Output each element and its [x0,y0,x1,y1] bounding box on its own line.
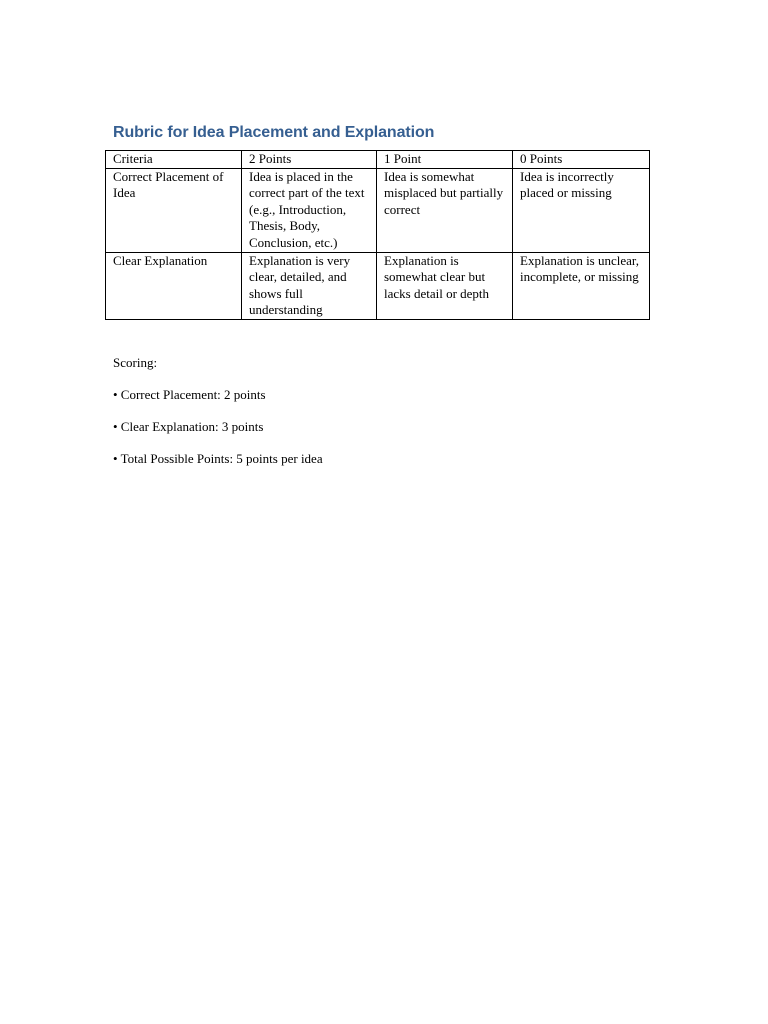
header-2-points: 2 Points [242,151,377,169]
two-points-cell: Idea is placed in the correct part of the text (e.g., Introduction, Thesis, Body, Conclusion, etc.) [242,168,377,252]
scoring-item: • Correct Placement: 2 points [113,387,266,402]
header-0-points: 0 Points [513,151,650,169]
header-criteria: Criteria [106,151,242,169]
two-points-cell: Explanation is very clear, detailed, and shows full understanding [242,252,377,319]
scoring-section [113,355,323,483]
table-header-row [106,151,650,169]
rubric-table [105,150,650,320]
scoring-item: • Clear Explanation: 3 points [113,419,264,434]
criteria-cell: Clear Explanation [106,252,242,319]
scoring-heading: Scoring: [113,355,158,370]
scoring-item: • Total Possible Points: 5 points per idea [113,451,323,466]
one-point-cell: Idea is somewhat misplaced but partially correct [377,168,513,252]
zero-points-cell: Idea is incorrectly placed or missing [513,168,650,252]
table-row [106,168,650,252]
document-title: Rubric for Idea Placement and Explanation [113,124,435,141]
criteria-cell: Correct Placement of Idea [106,168,242,252]
zero-points-cell: Explanation is unclear, incomplete, or missing [513,252,650,319]
header-1-point: 1 Point [377,151,513,169]
one-point-cell: Explanation is somewhat clear but lacks detail or depth [377,252,513,319]
table-row [106,252,650,319]
